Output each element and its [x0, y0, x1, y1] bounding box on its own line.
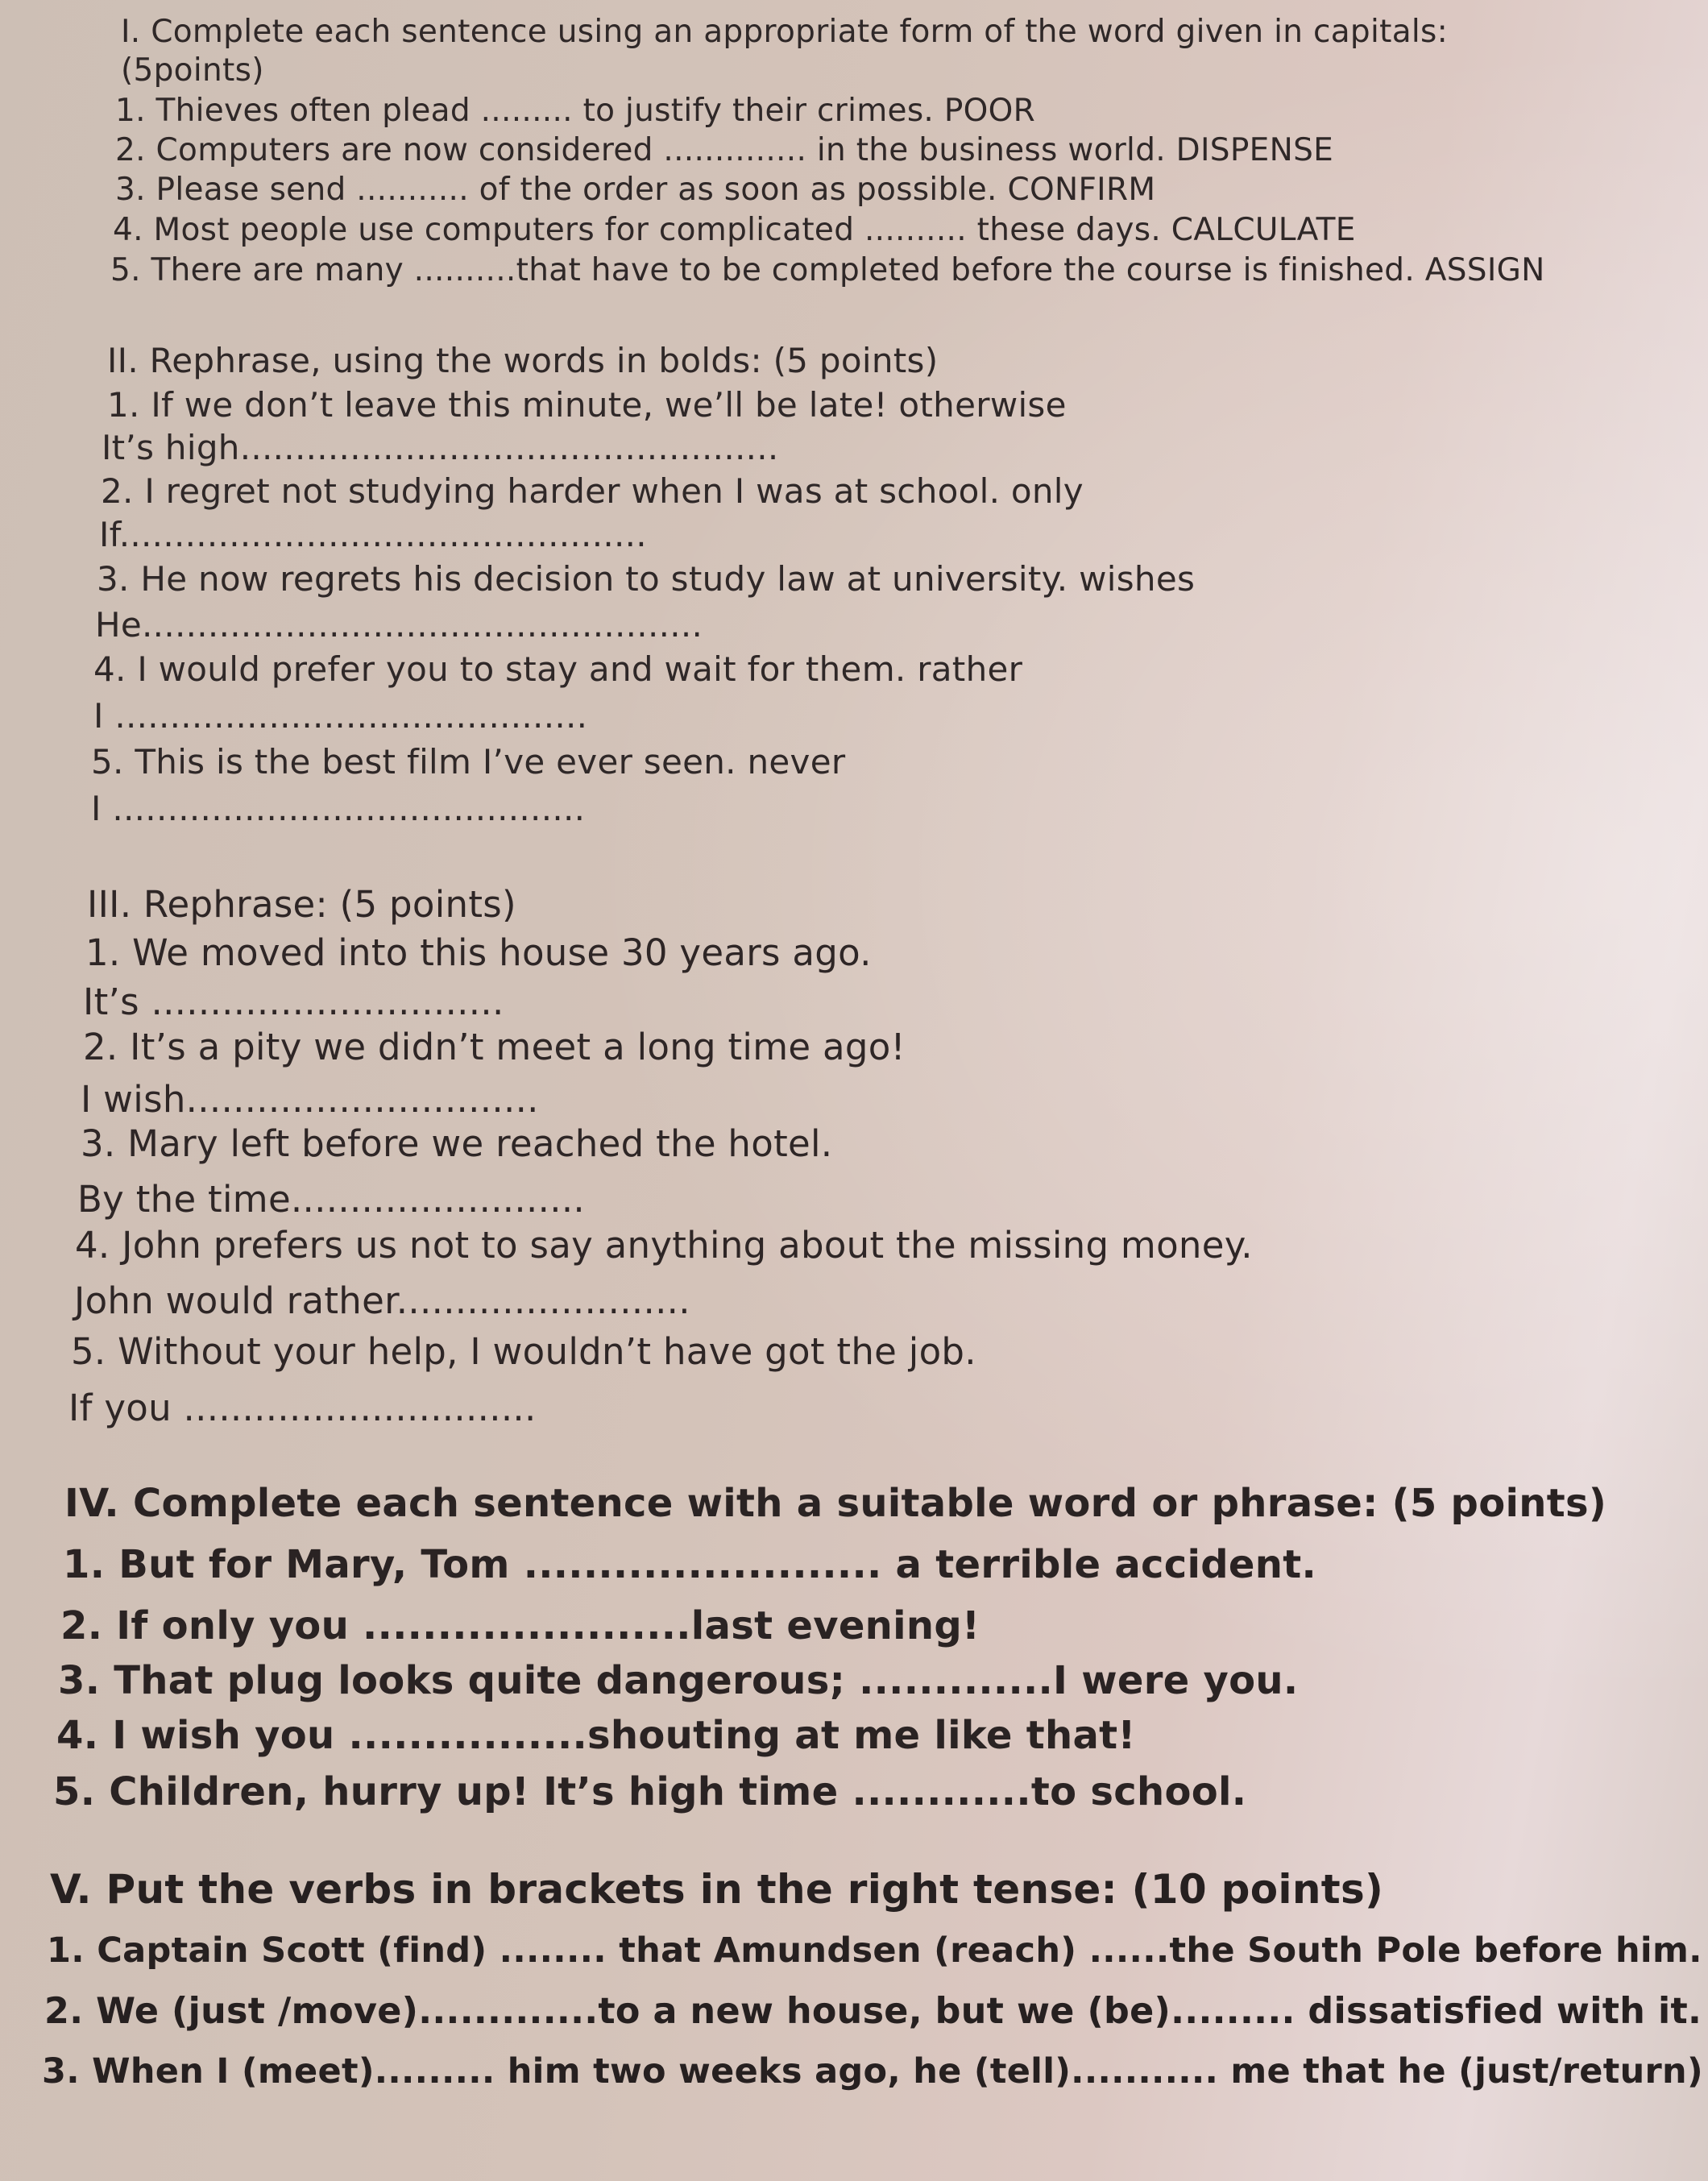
section-5-item-3: 3. When I (meet)......... him two weeks ago, he (tell)........... me that he (just/return) — [42, 2051, 1703, 2092]
section-3-item-4: 4. John prefers us not to say anything about the missing money. — [75, 1224, 1253, 1267]
section-3-item-3: 3. Mary left before we reached the hotel. — [81, 1122, 833, 1165]
section-2-answer-5: I ........................................... — [91, 789, 586, 828]
section-3-heading: III. Rephrase: (5 points) — [87, 883, 516, 926]
section-1-item-2: 2. Computers are now considered .............. in the business world. DISPENSE — [115, 132, 1334, 168]
section-2-item-5: 5. This is the best film I’ve ever seen. never — [91, 742, 846, 782]
section-4-item-1: 1. But for Mary, Tom ........................ a terrible accident. — [63, 1542, 1317, 1587]
section-4-item-4: 4. I wish you ................shouting at me like that! — [56, 1713, 1136, 1758]
section-3-answer-4: John would rather......................... — [74, 1279, 690, 1322]
section-2-heading: II. Rephrase, using the words in bolds: (5 points) — [107, 341, 939, 380]
section-1-item-1: 1. Thieves often plead ......... to justify their crimes. POOR — [115, 93, 1036, 129]
section-4-item-5: 5. Children, hurry up! It’s high time ............to school. — [53, 1769, 1247, 1814]
section-3-answer-2: I wish.............................. — [81, 1078, 539, 1121]
section-1-item-5: 5. There are many ..........that have to be completed before the course is finished. ASSIGN — [110, 252, 1545, 288]
section-4-heading: IV. Complete each sentence with a suitable word or phrase: (5 points) — [64, 1481, 1607, 1526]
section-2-answer-2: If................................................ — [99, 515, 647, 554]
section-4-item-3: 3. That plug looks quite dangerous; .............I were you. — [58, 1658, 1299, 1703]
section-3-answer-3: By the time......................... — [77, 1178, 586, 1221]
section-5-item-2: 2. We (just /move).............to a new house, but we (be)......... dissatisfied with it. — [44, 1991, 1702, 2032]
section-1-item-3: 3. Please send ........... of the order as soon as possible. CONFIRM — [115, 172, 1156, 208]
section-2-answer-3: He................................................... — [95, 605, 703, 645]
section-2-item-2: 2. I regret not studying harder when I was at school. only — [101, 471, 1084, 511]
section-3-item-2: 2. It’s a pity we didn’t meet a long time ago! — [83, 1026, 906, 1068]
section-1-item-4: 4. Most people use computers for complicated .......... these days. CALCULATE — [113, 212, 1356, 248]
section-1-heading: I. Complete each sentence using an appropriate form of the word given in capitals: — [121, 14, 1449, 50]
section-3-answer-5: If you .............................. — [68, 1387, 537, 1429]
section-2-item-1: 1. If we don’t leave this minute, we’ll be late! otherwise — [107, 385, 1067, 425]
section-2-answer-4: I ........................................... — [93, 696, 588, 736]
section-3-answer-1: It’s .............................. — [83, 981, 504, 1023]
section-2-answer-1: It’s high................................................. — [102, 428, 779, 467]
section-1-points: (5points) — [121, 52, 264, 89]
section-4-item-2: 2. If only you ......................last evening! — [60, 1603, 980, 1648]
section-5-heading: V. Put the verbs in brackets in the right tense: (10 points) — [50, 1866, 1384, 1913]
section-2-item-4: 4. I would prefer you to stay and wait for them. rather — [93, 649, 1023, 689]
section-3-item-1: 1. We moved into this house 30 years ago. — [85, 931, 872, 974]
section-5-item-1: 1. Captain Scott (find) ........ that Amundsen (reach) ......the South Pole before him. — [47, 1930, 1702, 1971]
section-2-item-3: 3. He now regrets his decision to study law at university. wishes — [97, 559, 1196, 599]
section-3-item-5: 5. Without your help, I wouldn’t have got the job. — [71, 1330, 976, 1373]
